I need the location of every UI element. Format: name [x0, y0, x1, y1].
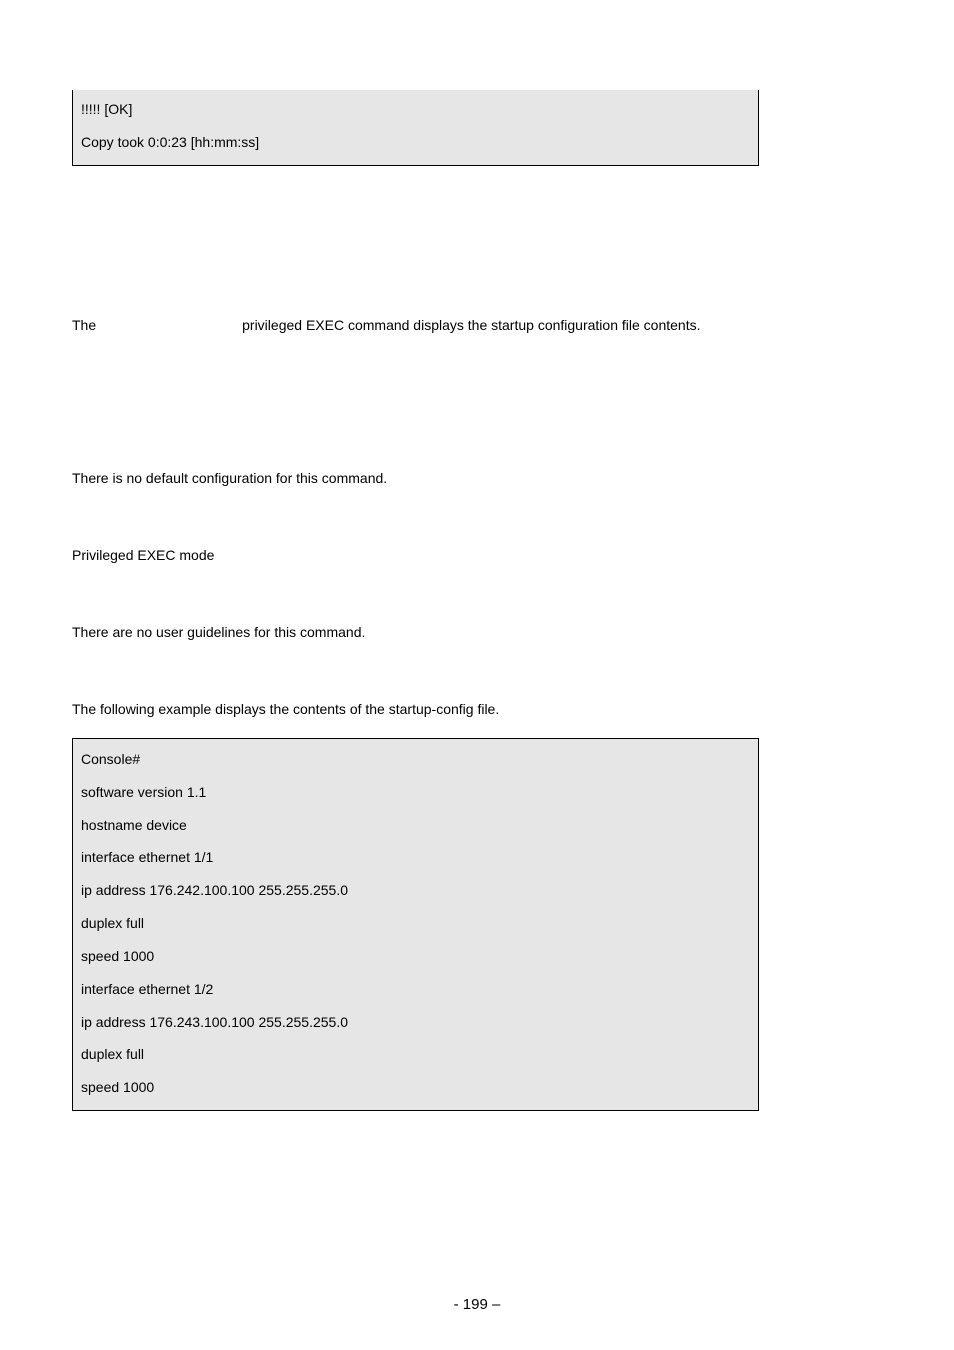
code-line: !!!!! [OK] [81, 101, 133, 117]
default-configuration-text: There is no default configuration for this command. [72, 470, 388, 486]
copy-output-code-box [72, 90, 759, 166]
code-line: speed 1000 [81, 1079, 155, 1095]
code-line: duplex full [81, 1046, 145, 1062]
page-number: - 199 – [453, 1296, 501, 1313]
code-line: interface ethernet 1/2 [81, 981, 214, 997]
user-guidelines-text: There are no user guidelines for this command. [72, 624, 366, 640]
example-intro-text: The following example displays the contents of the startup-config file. [72, 701, 500, 717]
description-rest: privileged EXEC command displays the startup configuration file contents. [242, 317, 701, 333]
code-line: Copy took 0:0:23 [hh:mm:ss] [81, 134, 260, 150]
code-line: duplex full [81, 915, 145, 931]
code-line: speed 1000 [81, 948, 155, 964]
code-line: interface ethernet 1/1 [81, 849, 214, 865]
code-line: software version 1.1 [81, 784, 207, 800]
code-line: hostname device [81, 817, 187, 833]
code-line: ip address 176.243.100.100 255.255.255.0 [81, 1014, 349, 1030]
command-mode-text: Privileged EXEC mode [72, 547, 215, 563]
code-line: ip address 176.242.100.100 255.255.255.0 [81, 882, 349, 898]
description-lead: The [72, 317, 97, 333]
command-description [72, 317, 700, 333]
startup-config-code-box [72, 738, 759, 1111]
code-line: Console# [81, 751, 141, 767]
